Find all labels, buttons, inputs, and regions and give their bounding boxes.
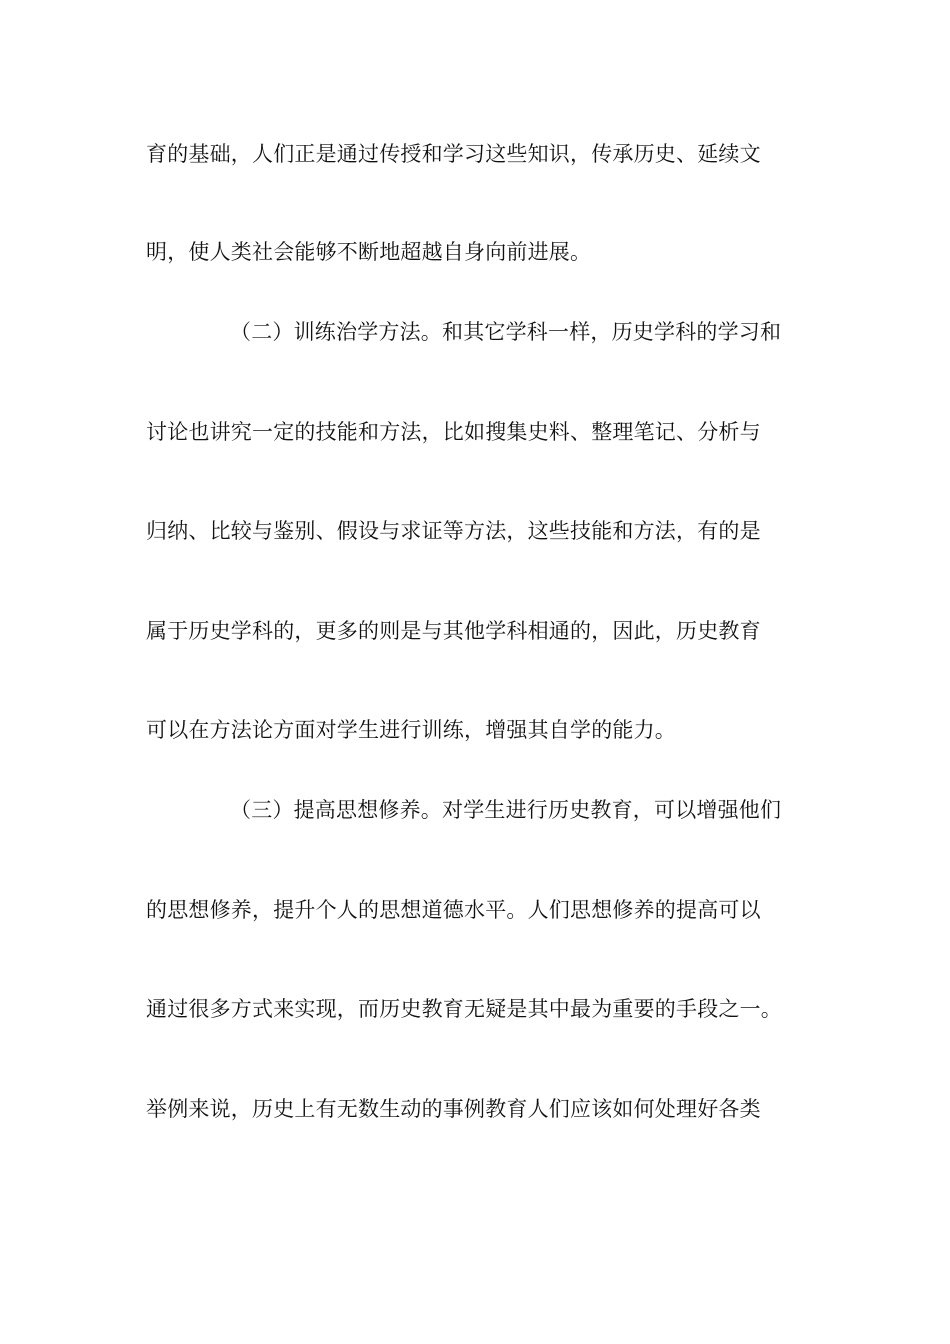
section-heading-line: （二）训练治学方法。和其它学科一样，历史学科的学习和: [230, 320, 782, 344]
paragraph-line: 属于历史学科的，更多的则是与其他学科相通的，因此，历史教育: [146, 619, 761, 643]
paragraph-line: 通过很多方式来实现，而历史教育无疑是其中最为重要的手段之一。: [146, 997, 782, 1021]
paragraph-line: 归纳、比较与鉴别、假设与求证等方法，这些技能和方法，有的是: [146, 519, 761, 543]
paragraph-line: 讨论也讲究一定的技能和方法，比如搜集史料、整理笔记、分析与: [146, 420, 761, 444]
paragraph-line: 举例来说，历史上有无数生动的事例教育人们应该如何处理好各类: [146, 1097, 761, 1121]
paragraph-line: 的思想修养，提升个人的思想道德水平。人们思想修养的提高可以: [146, 898, 761, 922]
paragraph-line: 育的基础，人们正是通过传授和学习这些知识，传承历史、延续文: [146, 142, 761, 166]
paragraph-line: 明，使人类社会能够不断地超越自身向前进展。: [146, 240, 592, 264]
section-heading-line: （三）提高思想修养。对学生进行历史教育，可以增强他们: [230, 798, 782, 822]
paragraph-line: 可以在方法论方面对学生进行训练，增强其自学的能力。: [146, 718, 676, 742]
